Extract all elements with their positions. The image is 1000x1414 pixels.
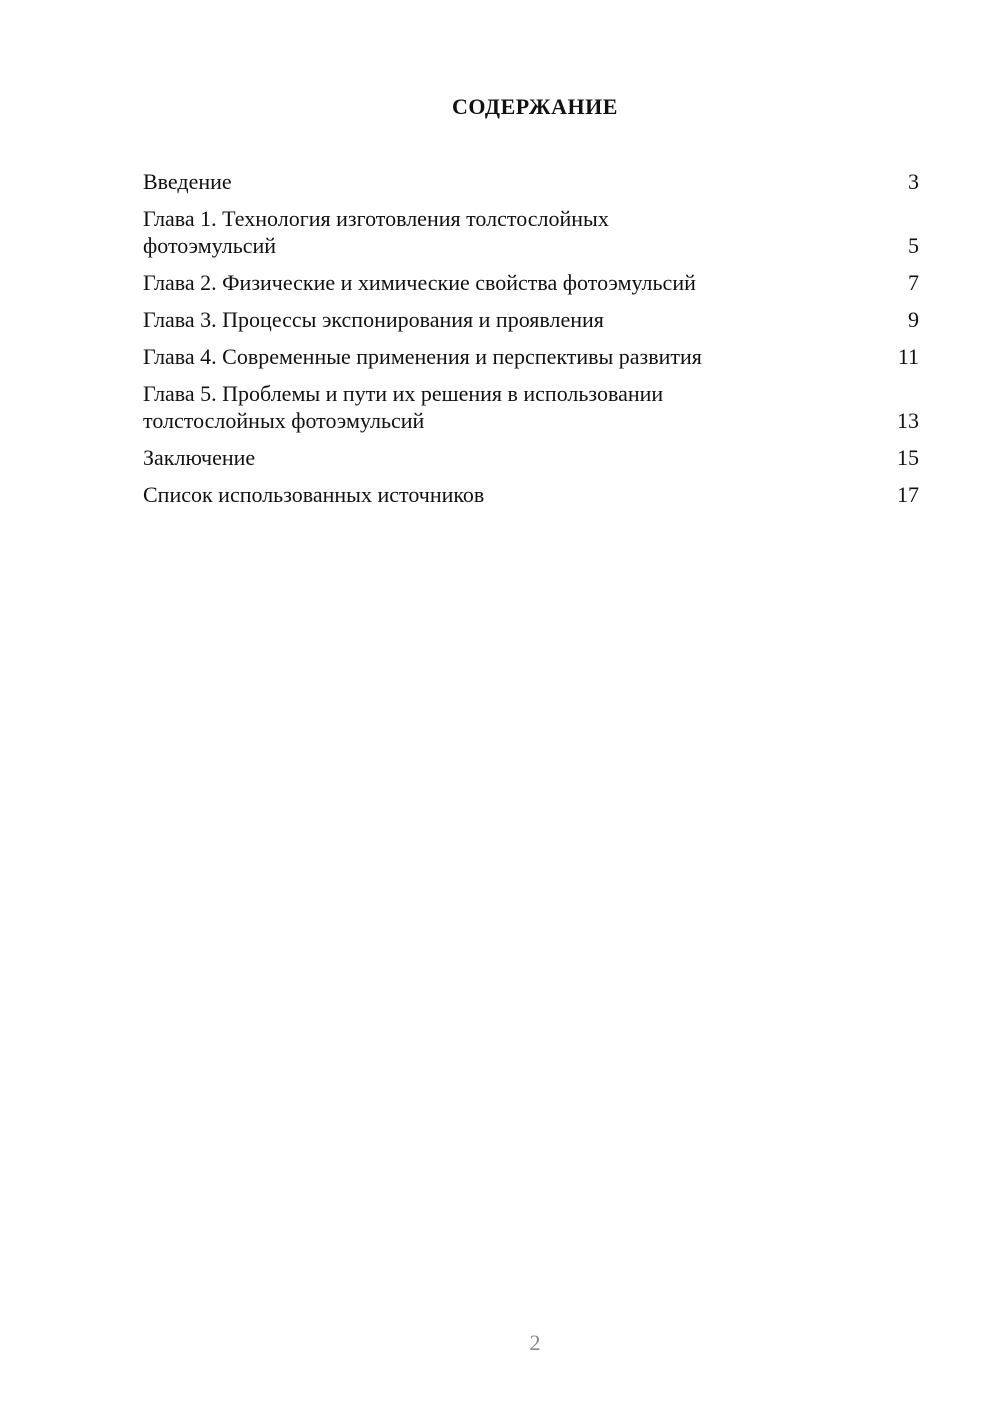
toc-entry-text: Список использованных источников <box>143 482 485 507</box>
toc-entry-page: 13 <box>897 408 919 433</box>
toc-entry-page: 7 <box>908 270 919 295</box>
page-title: СОДЕРЖАНИЕ <box>452 94 618 119</box>
toc-entry-introduction[interactable] <box>143 168 919 195</box>
toc-entry-text: Глава 1. Технология изготовления толстослойных фотоэмульсий <box>143 206 609 258</box>
toc-entry-chapter-2[interactable] <box>143 269 919 296</box>
toc-entry-chapter-1[interactable] <box>143 205 919 259</box>
toc-entry-references[interactable] <box>143 481 919 508</box>
toc-entry-page: 3 <box>908 169 919 194</box>
toc-entry-text: Введение <box>143 169 232 194</box>
toc-entry-page: 17 <box>897 482 919 507</box>
page-number: 2 <box>529 1330 541 1355</box>
toc-entry-conclusion[interactable] <box>143 444 919 471</box>
toc-entry-page: 9 <box>908 307 919 332</box>
toc-entry-chapter-3[interactable] <box>143 306 919 333</box>
toc-entry-page: 11 <box>897 344 919 369</box>
toc-entry-text: Глава 2. Физические и химические свойства фотоэмульсий <box>143 270 696 295</box>
toc-entry-text: Глава 5. Проблемы и пути их решения в использовании толстослойных фотоэмульсий <box>143 381 664 433</box>
toc-entry-chapter-5[interactable] <box>143 380 919 434</box>
toc-entry-text: Заключение <box>143 445 256 470</box>
toc-entry-text: Глава 3. Процессы экспонирования и проявления <box>143 307 604 332</box>
toc-entry-page: 15 <box>897 445 919 470</box>
toc-entry-chapter-4[interactable] <box>143 343 919 370</box>
toc-entry-text: Глава 4. Современные применения и перспективы развития <box>143 344 702 369</box>
table-of-contents <box>143 168 919 518</box>
toc-entry-page: 5 <box>908 233 919 258</box>
